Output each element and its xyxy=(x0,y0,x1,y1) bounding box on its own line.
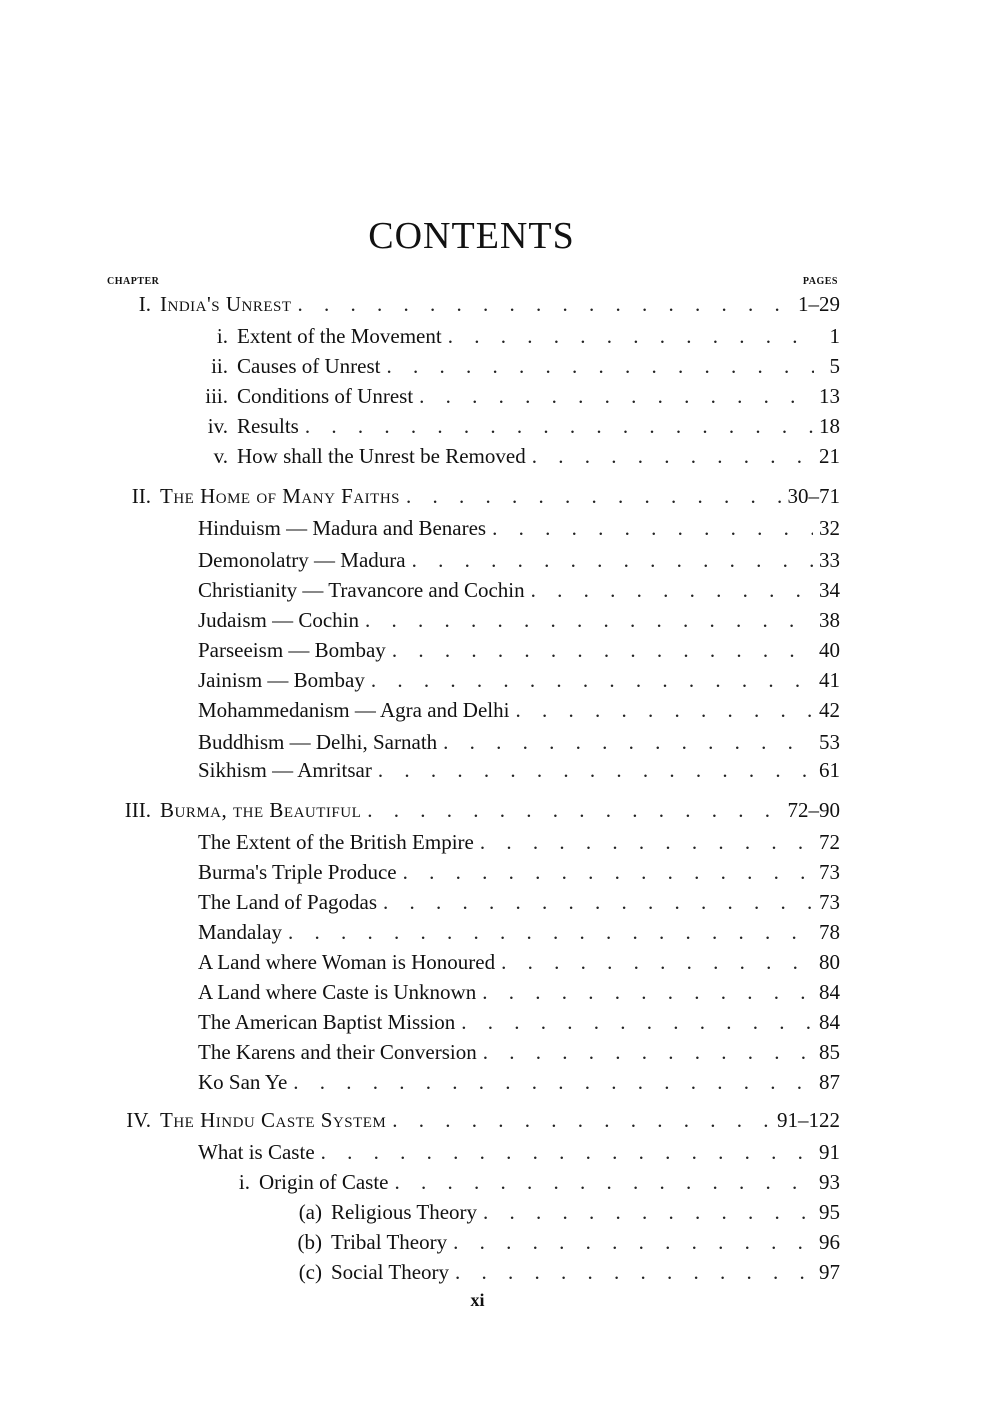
toc-entry-title: Mohammedanism — Agra and Delhi xyxy=(198,698,510,722)
toc-entry-title: A Land where Woman is Honoured xyxy=(198,950,496,974)
toc-page-number: 1–29 xyxy=(798,292,840,316)
toc-entry-row xyxy=(198,950,840,980)
toc-entry-row xyxy=(198,668,840,698)
toc-page-number: 73 xyxy=(819,860,840,884)
toc-entry-row xyxy=(198,1040,840,1070)
toc-page-number: 33 xyxy=(819,548,840,572)
pages-column-header: PAGES xyxy=(802,276,838,287)
toc-page-number: 42 xyxy=(819,698,840,722)
dot-leader xyxy=(403,860,813,885)
toc-entry-row xyxy=(170,444,840,474)
toc-page-number: 73 xyxy=(819,890,840,914)
toc-entry-title: Causes of Unrest xyxy=(237,354,381,378)
toc-entry-row xyxy=(205,1170,840,1200)
toc-entry-row xyxy=(170,414,840,444)
toc-entry-row xyxy=(270,1200,840,1230)
dot-leader xyxy=(367,798,781,823)
toc-entry-title: India's Unrest xyxy=(160,292,292,316)
toc-entry-row xyxy=(198,980,840,1010)
toc-entry-title: A Land where Caste is Unknown xyxy=(198,980,477,1004)
toc-page-number: 61 xyxy=(819,758,840,782)
toc-entry-title: The Extent of the British Empire xyxy=(198,830,474,854)
toc-page-number: 91 xyxy=(819,1140,840,1164)
chapter-column-header: CHAPTER xyxy=(107,276,160,287)
toc-page-number: 97 xyxy=(819,1260,840,1284)
toc-page-number: 80 xyxy=(819,950,840,974)
toc-entry-title: Mandalay xyxy=(198,920,282,944)
dot-leader xyxy=(392,1108,771,1133)
toc-page-number: 53 xyxy=(819,730,840,754)
toc-chapter-row xyxy=(105,484,840,514)
toc-entry-title: Extent of the Movement xyxy=(237,324,442,348)
toc-page-number: 95 xyxy=(819,1200,840,1224)
dot-leader xyxy=(406,484,781,509)
toc-entry-number: IV. xyxy=(126,1108,151,1132)
toc-entry-row xyxy=(198,730,840,760)
toc-entry-title: Religious Theory xyxy=(331,1200,478,1224)
dot-leader xyxy=(392,638,813,663)
toc-page-number: 32 xyxy=(819,516,840,540)
toc-page-number: 1 xyxy=(829,324,840,348)
toc-page-number: 21 xyxy=(819,444,840,468)
toc-entry-row xyxy=(198,1010,840,1040)
dot-leader xyxy=(293,1070,813,1095)
toc-entry-title: Burma's Triple Produce xyxy=(198,860,397,884)
dot-leader xyxy=(531,578,813,603)
dot-leader xyxy=(288,920,813,945)
toc-entry-number: v. xyxy=(213,444,228,468)
toc-entry-row xyxy=(270,1230,840,1260)
toc-entry-row xyxy=(198,1140,840,1170)
toc-entry-row xyxy=(198,608,840,638)
toc-entry-row xyxy=(198,758,840,788)
dot-leader xyxy=(386,354,814,379)
toc-entry-row xyxy=(270,1260,840,1290)
toc-entry-title: What is Caste xyxy=(198,1140,315,1164)
dot-leader xyxy=(515,698,813,723)
toc-page-number: 85 xyxy=(819,1040,840,1064)
dot-leader xyxy=(394,1170,813,1195)
dot-leader xyxy=(419,384,813,409)
toc-entry-row xyxy=(198,890,840,920)
toc-entry-number: iv. xyxy=(207,414,228,438)
toc-entry-title: Results xyxy=(237,414,299,438)
toc-entry-title: Hinduism — Madura and Benares xyxy=(198,516,487,540)
toc-entry-title: Parseeism — Bombay xyxy=(198,638,386,662)
dot-leader xyxy=(378,758,813,783)
dot-leader xyxy=(448,324,814,349)
toc-entry-row xyxy=(198,920,840,950)
toc-page-number: 93 xyxy=(819,1170,840,1194)
page-title: CONTENTS xyxy=(368,215,575,257)
toc-entry-number: i. xyxy=(238,1170,250,1194)
dot-leader xyxy=(480,830,813,855)
toc-page-number: 41 xyxy=(819,668,840,692)
toc-chapter-row xyxy=(105,798,840,828)
dot-leader xyxy=(482,980,813,1005)
toc-chapter-row xyxy=(105,1108,840,1138)
toc-page-number: 13 xyxy=(819,384,840,408)
toc-entry-row xyxy=(198,516,840,546)
toc-entry-title: Burma, the Beautiful xyxy=(160,798,362,822)
toc-page-number: 30–71 xyxy=(787,484,840,508)
dot-leader xyxy=(443,730,813,755)
dot-leader xyxy=(455,1260,813,1285)
toc-page-number: 87 xyxy=(819,1070,840,1094)
toc-entry-title: The Karens and their Conversion xyxy=(198,1040,477,1064)
toc-entry-row xyxy=(170,384,840,414)
dot-leader xyxy=(365,608,813,633)
dot-leader xyxy=(532,444,813,469)
dot-leader xyxy=(383,890,813,915)
toc-page-number: 78 xyxy=(819,920,840,944)
page-number: xi xyxy=(470,1290,485,1310)
toc-entry-number: (a) xyxy=(298,1200,322,1224)
dot-leader xyxy=(305,414,813,439)
toc-entry-title: How shall the Unrest be Removed xyxy=(237,444,526,468)
toc-entry-title: Demonolatry — Madura xyxy=(198,548,406,572)
toc-page-number: 84 xyxy=(819,980,840,1004)
toc-entry-row xyxy=(198,830,840,860)
toc-entry-row xyxy=(198,1070,840,1100)
dot-leader xyxy=(483,1200,813,1225)
toc-entry-number: i. xyxy=(216,324,228,348)
toc-chapter-row xyxy=(105,292,840,322)
toc-entry-number: II. xyxy=(131,484,151,508)
toc-entry-row xyxy=(170,324,840,354)
toc-page-number: 91–122 xyxy=(777,1108,840,1132)
toc-entry-title: Conditions of Unrest xyxy=(237,384,414,408)
toc-entry-title: The Hindu Caste System xyxy=(160,1108,387,1132)
dot-leader xyxy=(461,1010,813,1035)
dot-leader xyxy=(371,668,813,693)
dot-leader xyxy=(298,292,792,317)
toc-entry-title: Judaism — Cochin xyxy=(198,608,359,632)
toc-entry-title: Sikhism — Amritsar xyxy=(198,758,372,782)
toc-entry-number: (c) xyxy=(298,1260,322,1284)
dot-leader xyxy=(501,950,813,975)
toc-page-number: 72–90 xyxy=(787,798,840,822)
toc-entry-title: The Land of Pagodas xyxy=(198,890,378,914)
toc-entry-number: iii. xyxy=(205,384,228,408)
dot-leader xyxy=(483,1040,813,1065)
toc-entry-title: Ko San Ye xyxy=(198,1070,288,1094)
toc-entry-row xyxy=(170,354,840,384)
toc-entry-title: Social Theory xyxy=(331,1260,450,1284)
toc-page-number: 34 xyxy=(819,578,840,602)
dot-leader xyxy=(453,1230,813,1255)
toc-entry-title: The American Baptist Mission xyxy=(198,1010,456,1034)
dot-leader xyxy=(412,548,813,573)
toc-entry-row xyxy=(198,698,840,728)
toc-page-number: 38 xyxy=(819,608,840,632)
toc-page-number: 18 xyxy=(819,414,840,438)
toc-entry-title: Origin of Caste xyxy=(259,1170,389,1194)
toc-page-number: 40 xyxy=(819,638,840,662)
dot-leader xyxy=(492,516,813,541)
toc-entry-row xyxy=(198,578,840,608)
toc-entry-row xyxy=(198,638,840,668)
toc-entry-row xyxy=(198,548,840,578)
toc-page-number: 84 xyxy=(819,1010,840,1034)
dot-leader xyxy=(321,1140,813,1165)
toc-entry-number: ii. xyxy=(211,354,228,378)
toc-entry-title: Tribal Theory xyxy=(331,1230,448,1254)
toc-entry-row xyxy=(198,860,840,890)
toc-entry-title: Jainism — Bombay xyxy=(198,668,365,692)
toc-page-number: 72 xyxy=(819,830,840,854)
toc-page-number: 96 xyxy=(819,1230,840,1254)
toc-entry-title: Christianity — Travancore and Cochin xyxy=(198,578,525,602)
toc-entry-number: III. xyxy=(124,798,151,822)
toc-entry-number: (b) xyxy=(297,1230,322,1254)
toc-entry-number: I. xyxy=(138,292,151,316)
toc-entry-title: The Home of Many Faiths xyxy=(160,484,401,508)
toc-entry-title: Buddhism — Delhi, Sarnath xyxy=(198,730,438,754)
toc-page-number: 5 xyxy=(829,354,840,378)
